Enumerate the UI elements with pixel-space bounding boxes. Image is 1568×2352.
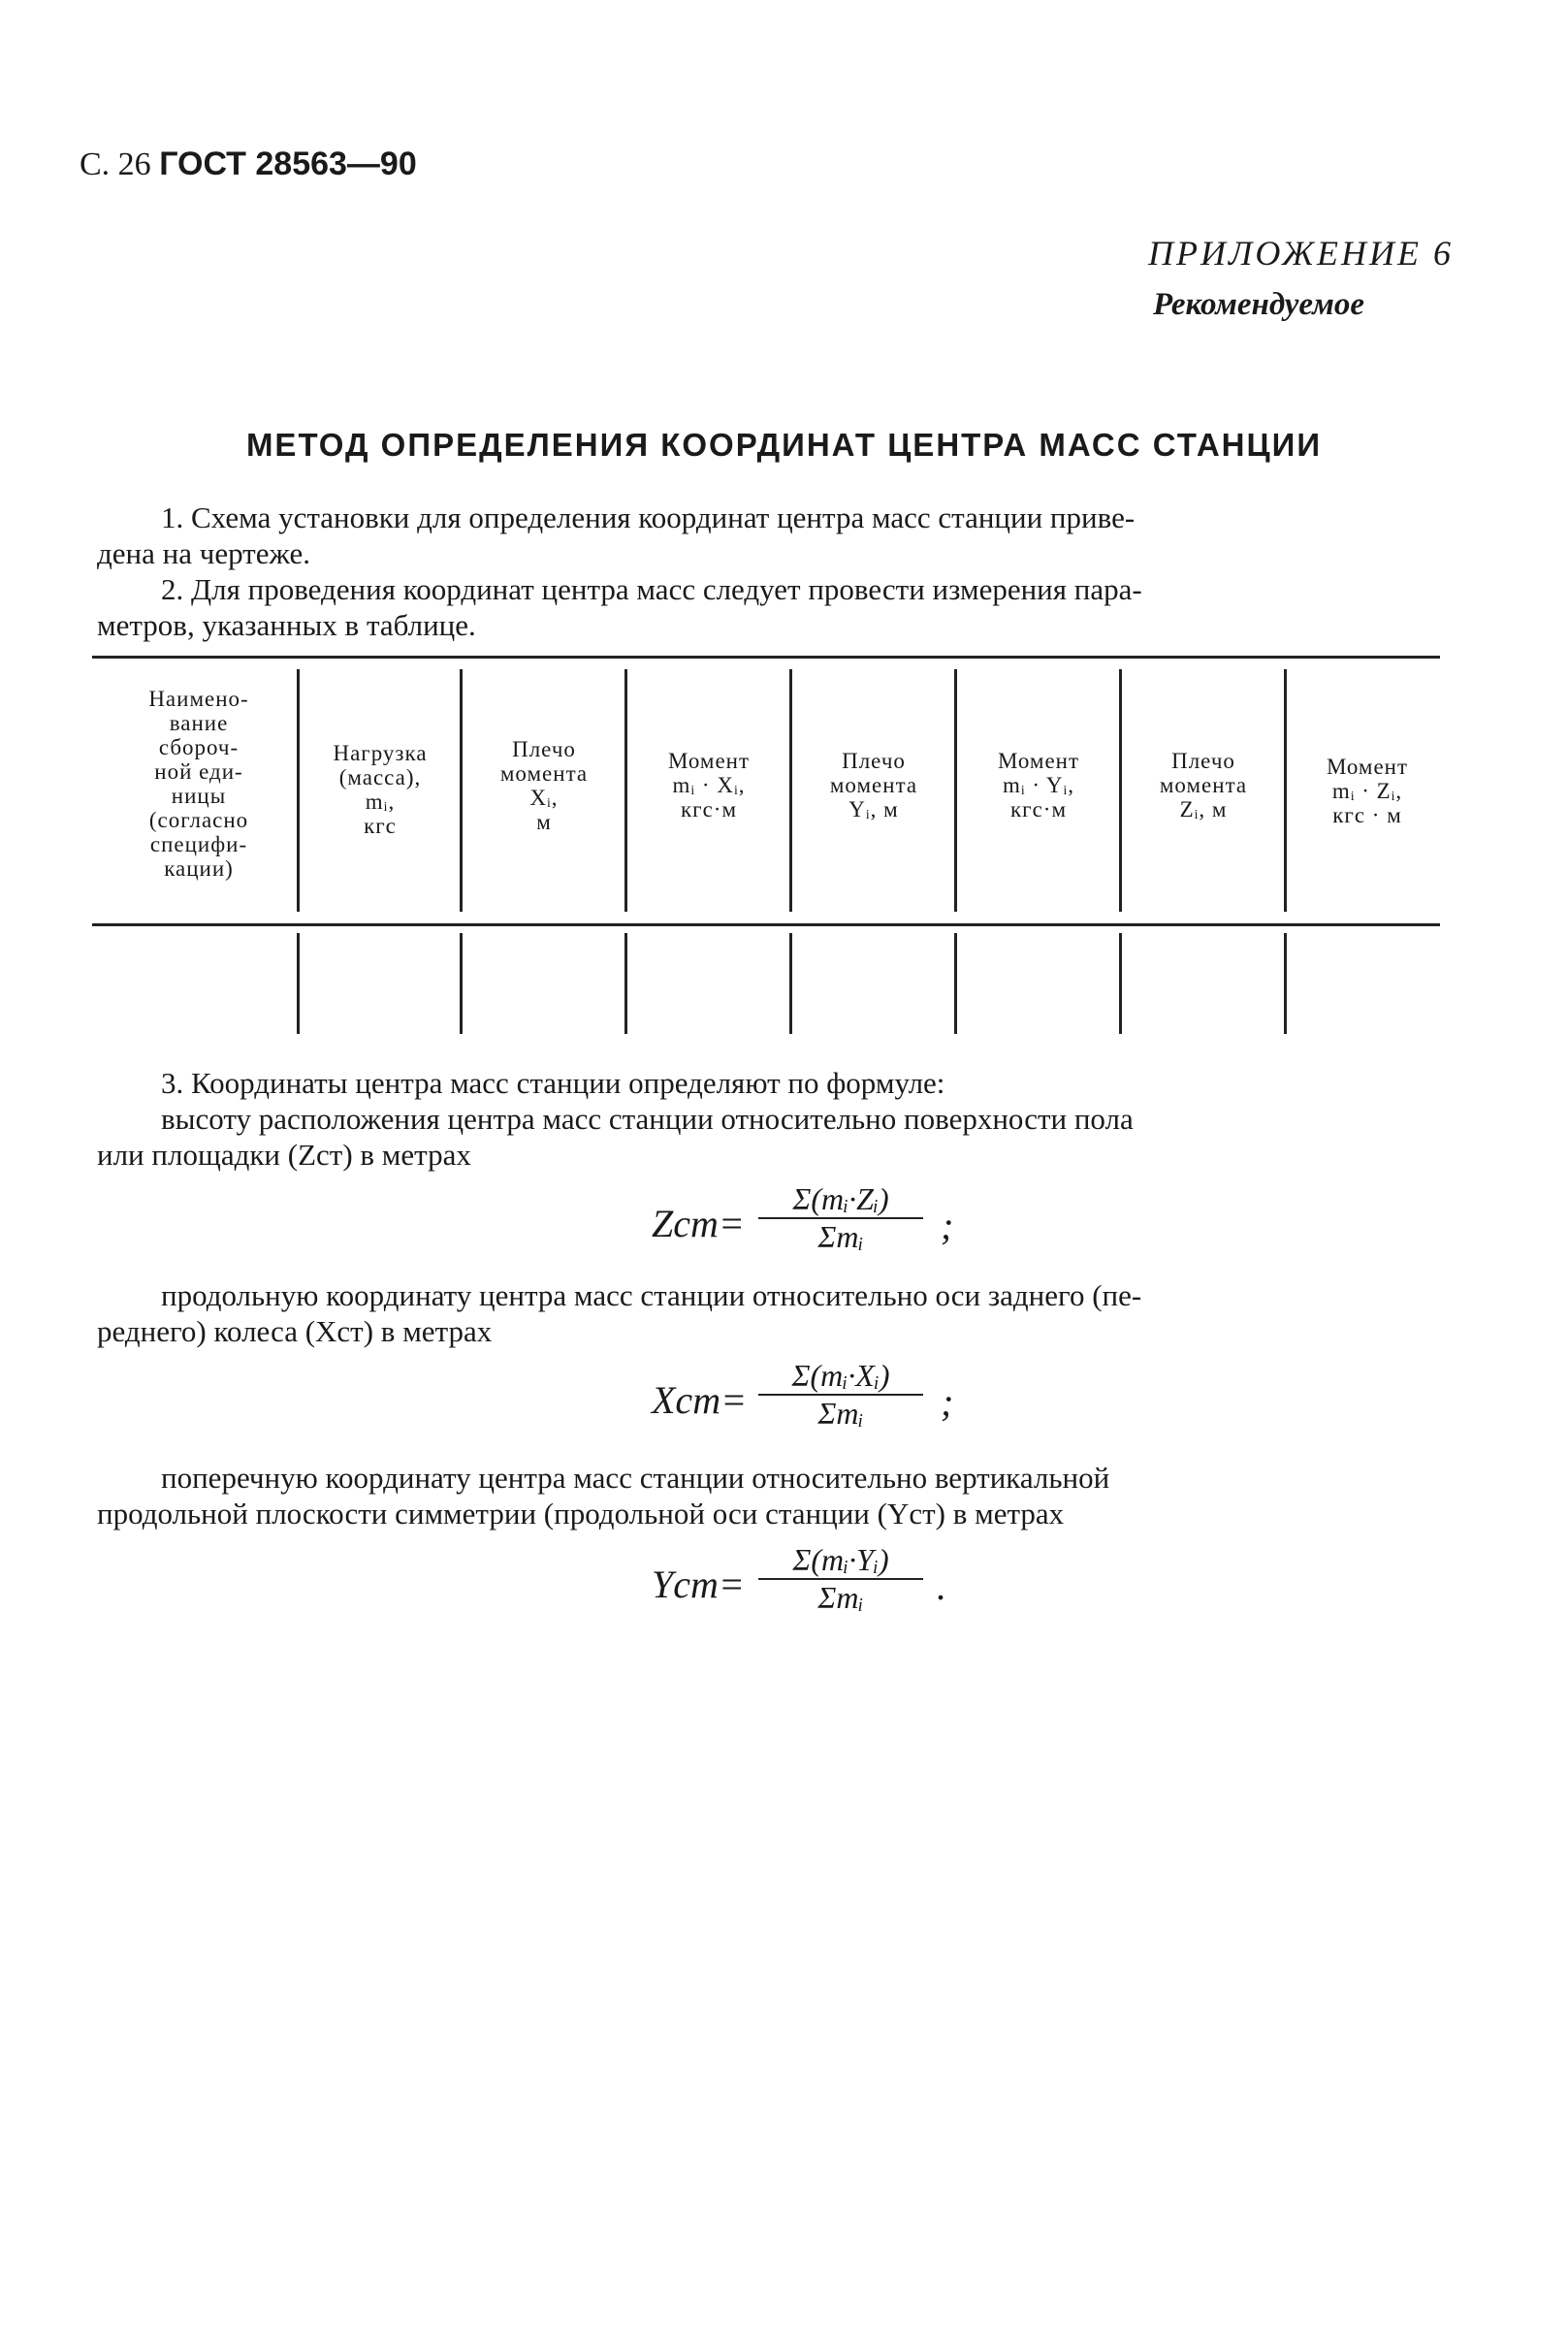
column-divider xyxy=(1284,669,1287,912)
appendix-status: Рекомендуемое xyxy=(1152,287,1364,322)
formula-denominator: Σmᵢ xyxy=(817,1219,864,1254)
column-divider xyxy=(297,933,300,1034)
column-divider xyxy=(789,933,792,1034)
column-header-moment-z: Момент mᵢ · Zᵢ, кгс · м xyxy=(1326,755,1409,827)
column-header-moment-x: Момент mᵢ · Xᵢ, кгс·м xyxy=(667,749,751,822)
formula-lhs: Zст= xyxy=(652,1202,745,1245)
paragraph-line: 3. Координаты центра масс станции определяют по формуле: xyxy=(161,1066,945,1100)
column-divider xyxy=(1119,933,1122,1034)
column-header-name: Наимено- вание сбороч- ной еди- ницы (согласно специфи- кации) xyxy=(148,687,249,881)
column-divider xyxy=(1284,933,1287,1034)
paragraph-line: 1. Схема установки для определения координат центра масс станции приве- xyxy=(161,500,1136,534)
column-header-moment-y: Момент mᵢ · Yᵢ, кгс·м xyxy=(997,749,1080,822)
formula-lhs: Yст= xyxy=(652,1563,745,1606)
formula-end: ; xyxy=(941,1204,954,1247)
column-divider xyxy=(624,669,627,912)
column-divider xyxy=(624,933,627,1034)
page-number: С. 26 xyxy=(80,146,151,182)
page-header xyxy=(80,145,417,183)
paragraph-y xyxy=(97,1460,1455,1531)
table-top-rule xyxy=(92,656,1440,659)
document-title: МЕТОД ОПРЕДЕЛЕНИЯ КООРДИНАТ ЦЕНТРА МАСС СТАНЦИИ xyxy=(245,427,1323,463)
formula-end: ; xyxy=(941,1380,954,1424)
paragraph-3 xyxy=(97,1065,1455,1173)
formula-numerator: Σ(mᵢ·Xᵢ) xyxy=(791,1358,890,1393)
paragraph-line: поперечную координату центра масс станции относительно вертикальной xyxy=(161,1461,1110,1495)
formula-fraction xyxy=(758,1542,923,1616)
formula-numerator: Σ(mᵢ·Yᵢ) xyxy=(792,1542,889,1577)
column-divider xyxy=(460,933,463,1034)
formula-fraction xyxy=(758,1358,923,1432)
column-header-mass: Нагрузка (масса), mᵢ, кгс xyxy=(333,741,428,838)
paragraph-line: высоту расположения центра масс станции относительно поверхности пола xyxy=(161,1102,1134,1136)
column-divider xyxy=(1119,669,1122,912)
formula-end: . xyxy=(937,1564,946,1608)
standard-number: ГОСТ 28563—90 xyxy=(159,145,417,182)
column-header-arm-z: Плечо момента Zᵢ, м xyxy=(1159,749,1248,822)
formula-denominator: Σmᵢ xyxy=(817,1580,864,1615)
column-divider xyxy=(789,669,792,912)
paragraph-line: реднего) колеса (Xст) в метрах xyxy=(97,1314,493,1348)
paragraph-x xyxy=(97,1277,1455,1349)
paragraph-line: продольную координату центра масс станции относительно оси заднего (пе- xyxy=(161,1278,1142,1312)
paragraph-line: метров, указанных в таблице. xyxy=(97,608,476,642)
formula-lhs: Xст= xyxy=(652,1378,748,1422)
paragraph-line: или площадки (Zст) в метрах xyxy=(97,1138,471,1172)
formula-numerator: Σ(mᵢ·Zᵢ) xyxy=(792,1181,889,1216)
table-header-rule xyxy=(92,923,1440,926)
paragraph-line: продольной плоскости симметрии (продольной оси станции (Yст) в метрах xyxy=(97,1497,1065,1530)
column-divider xyxy=(954,933,957,1034)
formula-fraction xyxy=(758,1181,923,1255)
formula-denominator: Σmᵢ xyxy=(817,1396,864,1431)
paragraph-line: дена на чертеже. xyxy=(97,536,310,570)
column-header-arm-x: Плечо момента Xᵢ, м xyxy=(499,737,589,834)
column-divider xyxy=(297,669,300,912)
paragraph-line: 2. Для проведения координат центра масс следует провести измерения пара- xyxy=(161,572,1142,606)
paragraph-1 xyxy=(97,499,1455,643)
appendix-label: ПРИЛОЖЕНИЕ 6 xyxy=(1148,234,1454,273)
column-header-arm-y: Плечо момента Yᵢ, м xyxy=(829,749,918,822)
column-divider xyxy=(460,669,463,912)
column-divider xyxy=(954,669,957,912)
